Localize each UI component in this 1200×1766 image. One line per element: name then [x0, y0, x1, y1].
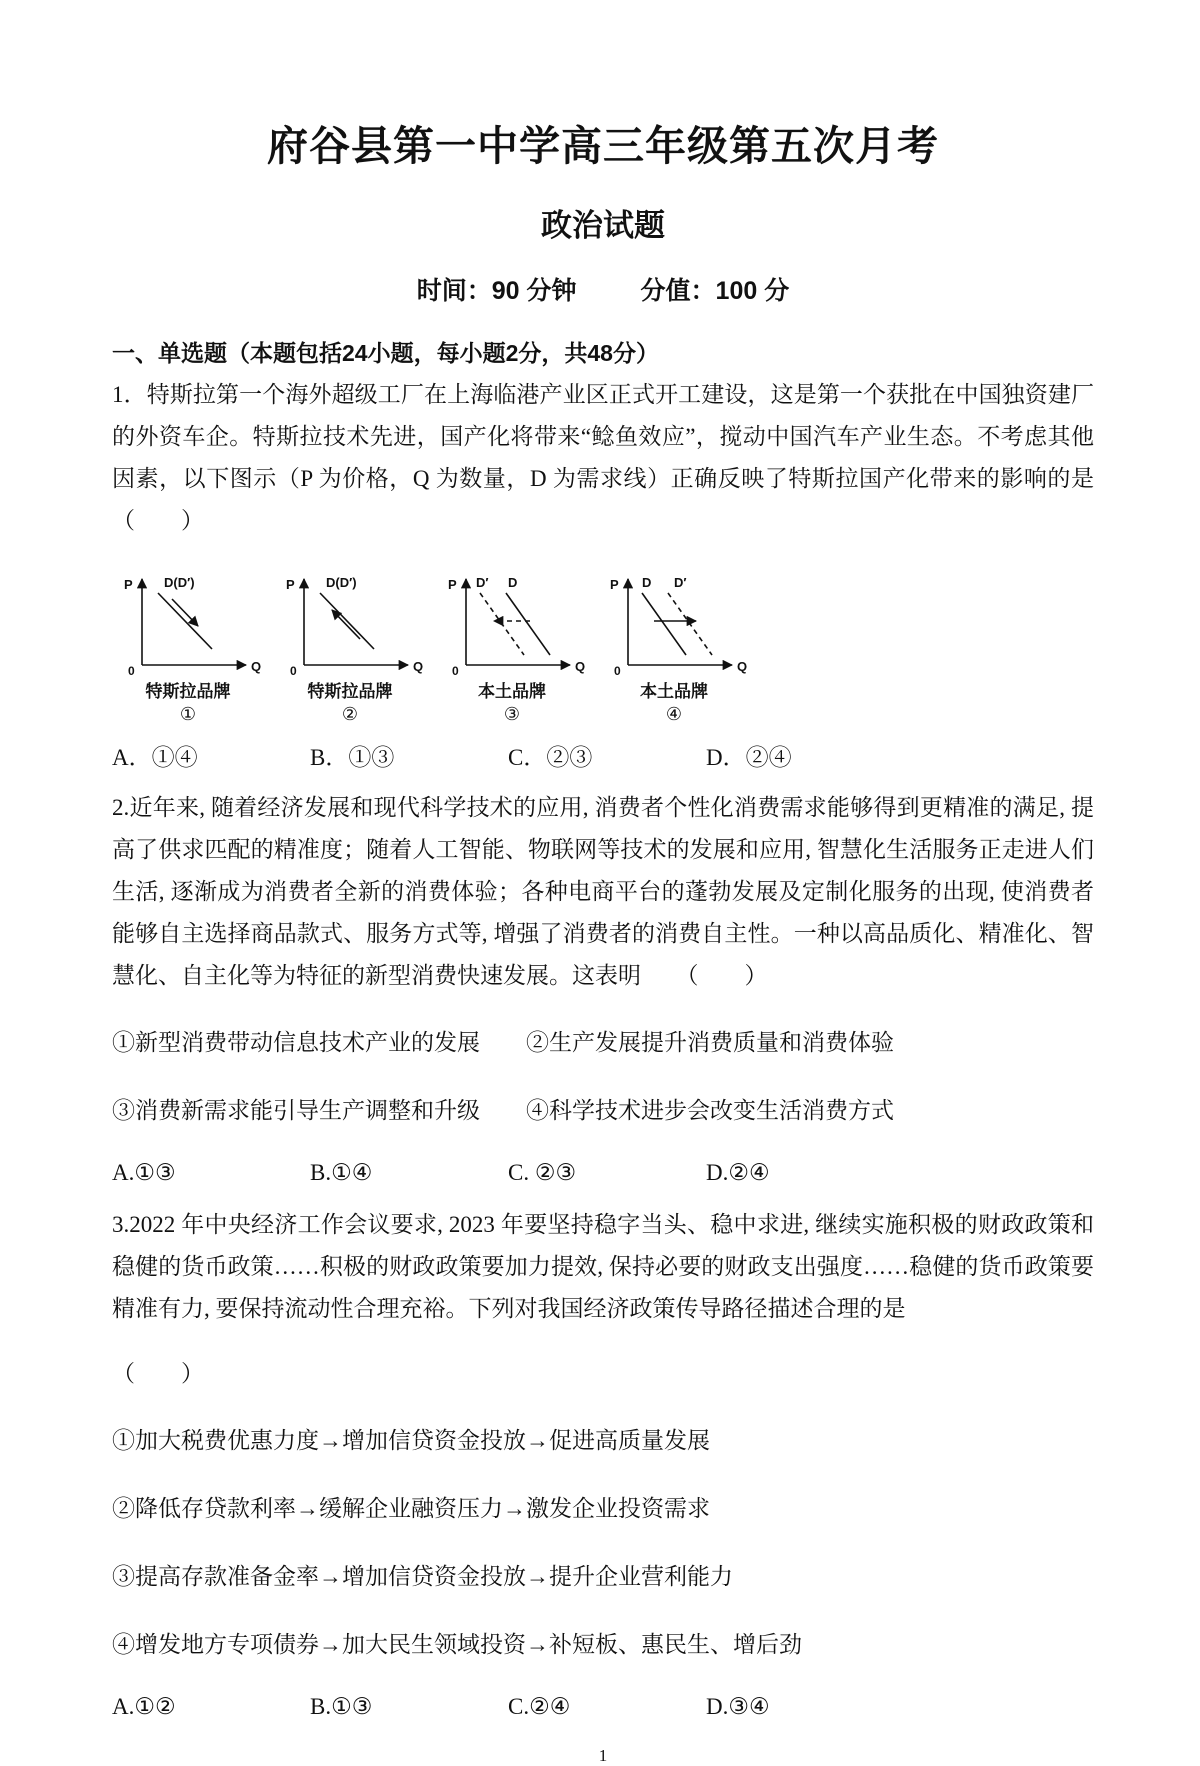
question-1-stem: 1．特斯拉第一个海外超级工厂在上海临港产业区正式开工建设，这是第一个获批在中国独资建厂的外资车企。特斯拉技术先进，国产化将带来“鲶鱼效应”，搅动中国汽车产业生态。不考虑其他因素，以下图示（P 为价格，Q 为数量，D 为需求线）正确反映了特斯拉国产化带来的影响的是（ ）	[112, 381, 1094, 533]
question-3-item-2: ②降低存贷款利率→缓解企业融资压力→激发企业投资需求	[112, 1495, 710, 1521]
chart-caption: 特斯拉品牌	[307, 681, 393, 701]
curve-label: D(D′)	[164, 574, 195, 590]
page-number: 1	[598, 1745, 608, 1765]
curve-label-right: D	[508, 574, 518, 590]
section-heading: 一、单选题（本题包括24小题，每小题2分，共48分）	[112, 339, 659, 366]
question-3-answer-paren: （ ）	[112, 1360, 204, 1386]
x-axis-label: Q	[251, 658, 262, 674]
option-c: C．②③	[508, 744, 593, 770]
page-title: 府谷县第一中学高三年级第五次月考	[267, 123, 939, 170]
question-3-item-4: ④增发地方专项债券→加大民生领域投资→补短板、惠民生、增后劲	[112, 1631, 802, 1657]
demand-curve	[642, 593, 686, 655]
chart-number: ③	[503, 703, 521, 724]
chart-caption: 本土品牌	[640, 681, 708, 701]
question-2-items-line-2: ③消费新需求能引导生产调整和升级 ④科学技术进步会改变生活消费方式	[112, 1097, 894, 1123]
question-2-items-line-1: ①新型消费带动信息技术产业的发展 ②生产发展提升消费质量和消费体验	[112, 1029, 894, 1055]
y-axis-label: P	[286, 576, 295, 592]
curve-label-right: D′	[674, 574, 687, 590]
demand-curve	[506, 593, 550, 655]
option-a: A．①④	[112, 744, 198, 770]
chart-number: ④	[665, 703, 683, 724]
chart-caption: 本土品牌	[478, 681, 546, 701]
question-1-options	[112, 741, 1094, 775]
x-axis-label: Q	[575, 658, 586, 674]
question-2-stem: 2.近年来, 随着经济发展和现代科学技术的应用, 消费者个性化消费需求能够得到更精准的满足, 提高了供求匹配的精准度；随着人工智能、物联网等技术的发展和应用, 智慧化生活服务正走进人们生活, 逐渐成为消费者全新的消费体验；各种电商平台的蓬勃发展及定制化服务的出现, 使消费者能够自主选择商品款式、服务方式等, 增强了消费者的消费自主性。一种以高品质化、精准化、智慧化、自主化等为特征的新型消费快速发展。这表明 （ ）	[112, 794, 1094, 988]
chart-number: ②	[341, 703, 359, 724]
curve-label-left: D′	[476, 574, 489, 590]
option-b: B.①④	[310, 1159, 373, 1185]
demand-chart-1	[112, 565, 264, 725]
origin-label: 0	[452, 663, 459, 678]
demand-chart-3-figure	[436, 565, 588, 679]
demand-curve	[320, 593, 374, 649]
demand-curve	[158, 593, 212, 649]
option-a: A.①③	[112, 1159, 176, 1185]
y-axis-label: P	[124, 576, 133, 592]
y-axis-label: P	[610, 576, 619, 592]
chart-number: ①	[179, 703, 197, 724]
chart-caption: 特斯拉品牌	[145, 681, 231, 701]
option-d: D.③④	[706, 1693, 770, 1719]
question-2-options	[112, 1156, 1094, 1190]
curve-label: D(D′)	[326, 574, 357, 590]
demand-chart-1-figure	[112, 565, 264, 679]
x-axis-label: Q	[737, 658, 748, 674]
option-d: D.②④	[706, 1159, 770, 1185]
option-c: C. ②③	[508, 1159, 577, 1185]
movement-arrow	[332, 610, 360, 639]
option-b: B.①③	[310, 1693, 373, 1719]
curve-label-left: D	[642, 574, 652, 590]
option-a: A.①②	[112, 1693, 176, 1719]
demand-curve-shifted	[668, 593, 712, 655]
exam-duration: 时间：90 分钟	[416, 276, 577, 305]
question-3-item-1: ①加大税费优惠力度→增加信贷资金投放→促进高质量发展	[112, 1427, 710, 1453]
question-3	[112, 1204, 1094, 1724]
demand-chart-3	[436, 565, 588, 725]
question-2	[112, 787, 1094, 1190]
demand-chart-4	[598, 565, 750, 725]
y-axis-label: P	[448, 576, 457, 592]
x-axis-label: Q	[413, 658, 424, 674]
origin-label: 0	[614, 663, 621, 678]
option-d: D．②④	[706, 744, 792, 770]
question-3-stem: 3.2022 年中央经济工作会议要求, 2023 年要坚持稳字当头、稳中求进, 继续实施积极的财政政策和稳健的货币政策……积极的财政政策要加力提效, 保持必要的财政支出强度……稳健的货币政策要精准有力, 要保持流动性合理充裕。下列对我国经济政策传导路径描述合理的是	[112, 1211, 1094, 1321]
origin-label: 0	[290, 663, 297, 678]
origin-label: 0	[128, 663, 135, 678]
question-1	[112, 374, 1094, 775]
option-c: C.②④	[508, 1693, 571, 1719]
exam-total-score: 分值：100 分	[640, 276, 790, 305]
demand-curve-shifted	[480, 593, 524, 655]
option-b: B．①③	[310, 744, 395, 770]
question-1-charts	[112, 565, 1094, 725]
demand-chart-4-figure	[598, 565, 750, 679]
demand-chart-2-figure	[274, 565, 426, 679]
demand-chart-2	[274, 565, 426, 725]
question-3-item-3: ③提高存款准备金率→增加信贷资金投放→提升企业营利能力	[112, 1563, 733, 1589]
page-subtitle: 政治试题	[541, 207, 665, 243]
exam-meta	[112, 271, 1094, 307]
question-3-options	[112, 1690, 1094, 1724]
